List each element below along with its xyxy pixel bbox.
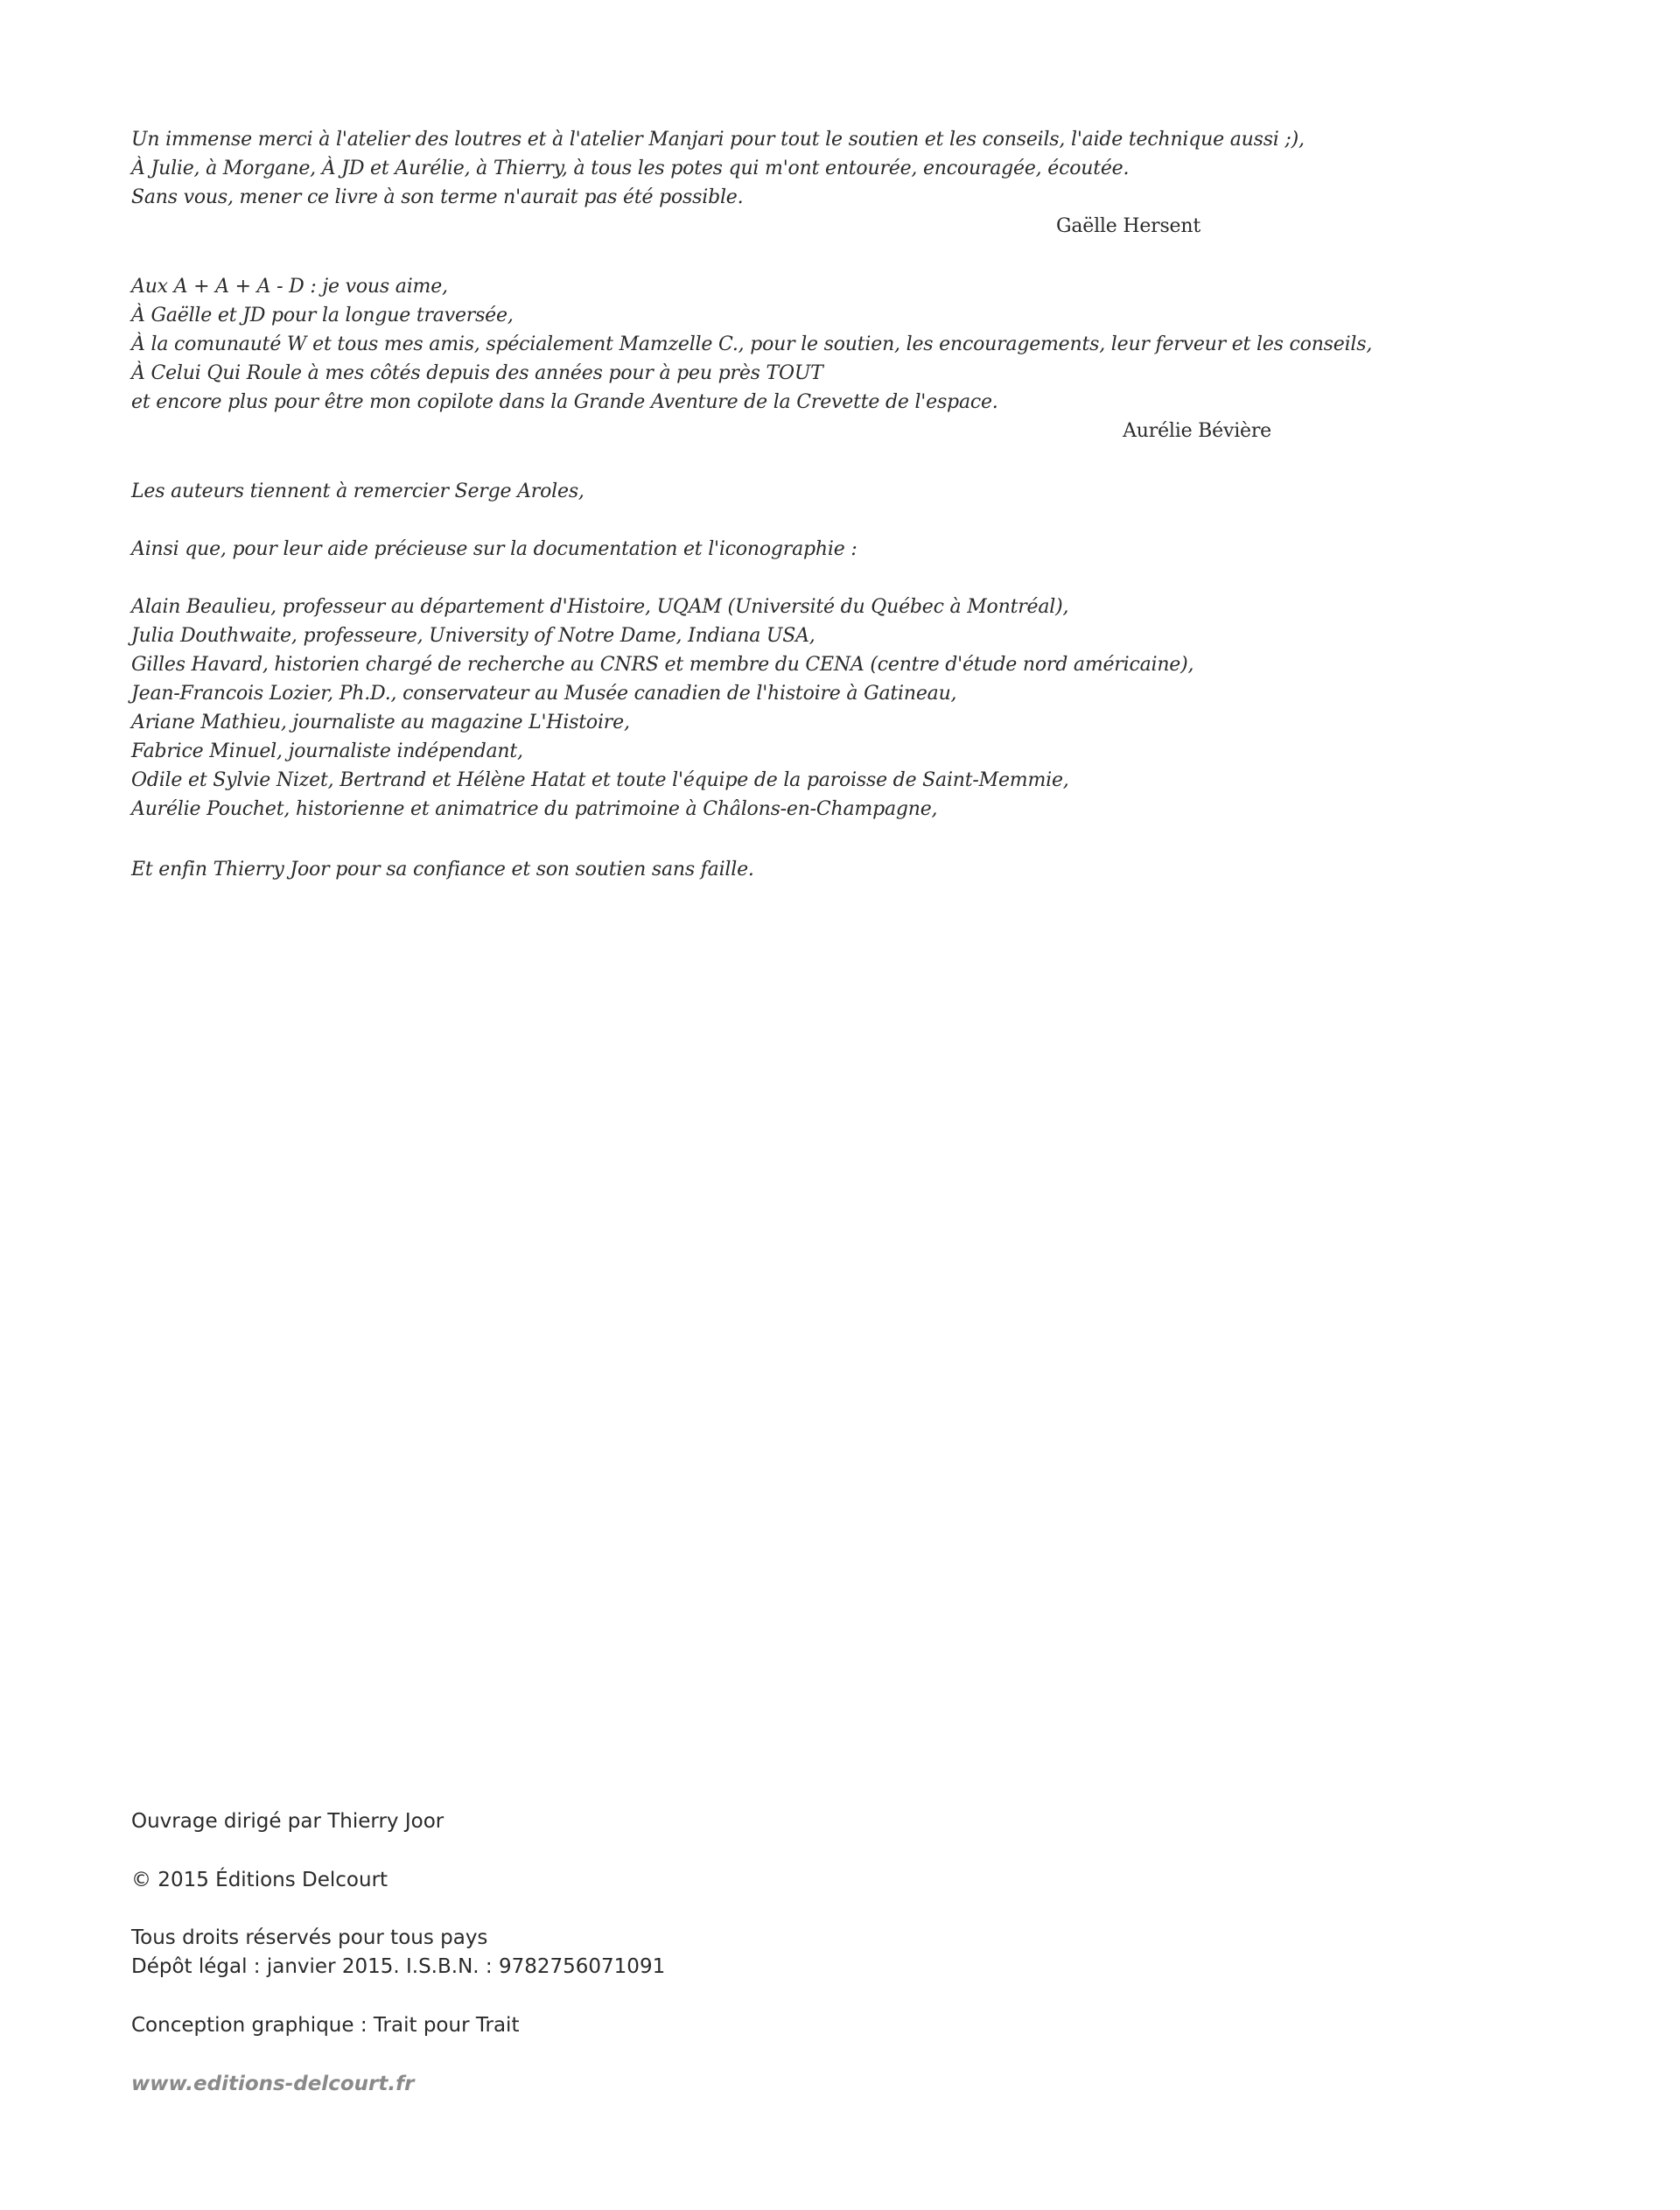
contributor-item: Odile et Sylvie Nizet, Bertrand et Hélène Hatat et toute l'équipe de la paroisse de Saint-Memmie, [131, 769, 1069, 791]
acknowledgement-gaelle [131, 125, 1584, 241]
credit-rights [131, 1924, 1181, 1982]
acknowledgement-closing [131, 855, 1584, 884]
credit-legal-deposit: Dépôt légal : janvier 2015. I.S.B.N. : 9782756071091 [131, 1955, 666, 1978]
closing-thanks-text: Et enfin Thierry Joor pour sa confiance et son soutien sans faille. [131, 859, 754, 880]
signature-gaelle: Gaëlle Hersent [1055, 215, 1200, 237]
credit-design-text: Conception graphique : Trait pour Trait [131, 2014, 520, 2037]
acknowledgement-authors [131, 477, 1584, 506]
authors-thanks-text: Les auteurs tiennent à remercier Serge Aroles, [131, 481, 584, 502]
signature-aurelie: Aurélie Bévière [1123, 420, 1271, 442]
acknowledgement-line: et encore plus pour être mon copilote dans la Grande Aventure de la Crevette de l'espace. [131, 391, 998, 413]
credit-director [131, 1807, 1181, 1836]
contributor-item: Fabrice Minuel, journaliste indépendant, [131, 740, 523, 762]
acknowledgement-aurelie [131, 272, 1584, 446]
contributor-item: Jean-Francois Lozier, Ph.D., conservateur au Musée canadien de l'histoire à Gatineau, [131, 683, 957, 705]
acknowledgement-aside [131, 535, 1584, 564]
acknowledgement-line: Aux A + A + A - D : je vous aime, [131, 276, 448, 298]
credit-design [131, 2011, 1181, 2040]
contributors-list [131, 593, 1584, 824]
credit-rights-text: Tous droits réservés pour tous pays [131, 1926, 488, 1949]
acknowledgement-line: Un immense merci à l'atelier des loutres et à l'atelier Manjari pour tout le soutien et les conseils, l'aide technique aussi ;), [131, 129, 1305, 151]
acknowledgement-line: À Julie, à Morgane, À JD et Aurélie, à Thierry, à tous les potes qui m'ont entourée, encouragée, écoutée. [131, 158, 1130, 179]
credit-copyright-text: © 2015 Éditions Delcourt [131, 1869, 388, 1891]
acknowledgement-line: À la comunauté W et tous mes amis, spécialement Mamzelle C., pour le soutien, les encouragements, leur ferveur et les conseils, [131, 333, 1373, 355]
aside-thanks-text: Ainsi que, pour leur aide précieuse sur la documentation et l'iconographie : [131, 538, 858, 560]
acknowledgement-line: Sans vous, mener ce livre à son terme n'aurait pas été possible. [131, 186, 744, 208]
publisher-website-link[interactable]: www.editions-delcourt.fr [131, 2073, 415, 2095]
credit-director-text: Ouvrage dirigé par Thierry Joor [131, 1810, 444, 1833]
acknowledgement-line: À Celui Qui Roule à mes côtés depuis des années pour à peu près TOUT [131, 362, 823, 384]
contributor-item: Gilles Havard, historien chargé de recherche au CNRS et membre du CENA (centre d'étude nord américaine), [131, 654, 1194, 676]
contributor-item: Aurélie Pouchet, historienne et animatrice du patrimoine à Châlons-en-Champagne, [131, 798, 938, 820]
contributor-item: Alain Beaulieu, professeur au département d'Histoire, UQAM (Université du Québec à Montréal), [131, 596, 1069, 618]
acknowledgement-line: À Gaëlle et JD pour la longue traversée, [131, 305, 514, 326]
credit-copyright [131, 1866, 1181, 1895]
contributor-item: Ariane Mathieu, journaliste au magazine L'Histoire, [131, 712, 630, 733]
contributor-item: Julia Douthwaite, professeure, University of Notre Dame, Indiana USA, [131, 625, 816, 647]
